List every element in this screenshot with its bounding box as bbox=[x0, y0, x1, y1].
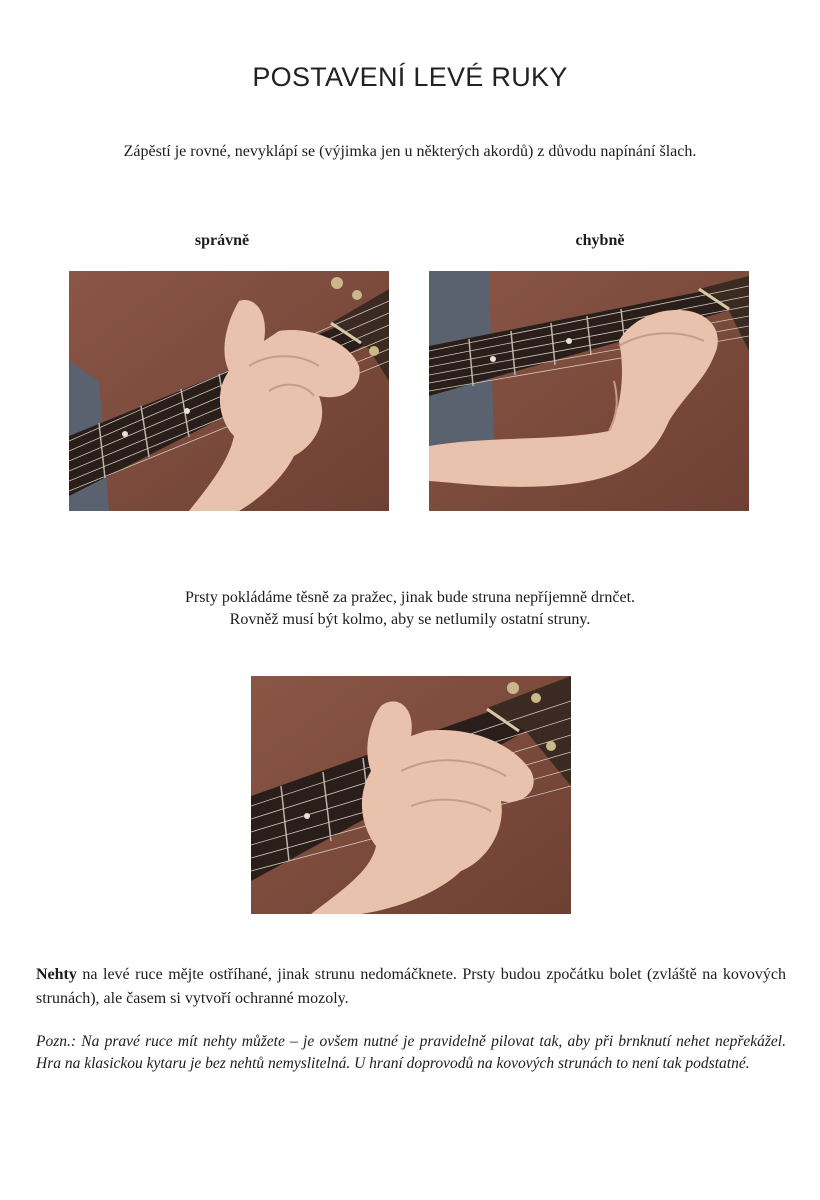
intro-text: Zápěstí je rovné, nevyklápí se (výjimka jen u některých akordů) z důvodu napínání šlach. bbox=[123, 143, 697, 160]
page-title: POSTAVENÍ LEVÉ RUKY bbox=[252, 62, 568, 92]
fret-instructions bbox=[0, 587, 820, 631]
fret-instructions-line1: Prsty pokládáme těsně za pražec, jinak bude struna nepříjemně drnčet. bbox=[184, 589, 636, 606]
fret-instructions-line2: Rovněž musí být kolmo, aby se netlumily ostatní struny. bbox=[229, 611, 591, 628]
label-correct: správně bbox=[194, 232, 250, 249]
note-paragraph: Pozn.: Na pravé ruce mít nehty můžete – je ovšem nutné je pravidelně pilovat tak, aby při brnknutí nehet nepřekážel. Hra na klasickou kytaru je bez nehtů nemyslitelná. U hraní doprovodů na kovových strunách to není tak podstatné. bbox=[36, 1033, 786, 1072]
nails-bold-word: Nehty bbox=[36, 966, 77, 983]
photo-wrong-hand bbox=[429, 271, 749, 511]
photo-fingers-behind-fret bbox=[251, 676, 571, 914]
nails-text: na levé ruce mějte ostříhané, jinak strunu nedomáčknete. Prsty budou zpočátku bolet (zvláště na kovových strunách), ale časem si vytvoří ochranné mozoly. bbox=[36, 966, 786, 1007]
nails-paragraph bbox=[36, 963, 786, 1011]
photo-correct-hand bbox=[69, 271, 389, 511]
label-wrong: chybně bbox=[575, 232, 625, 249]
